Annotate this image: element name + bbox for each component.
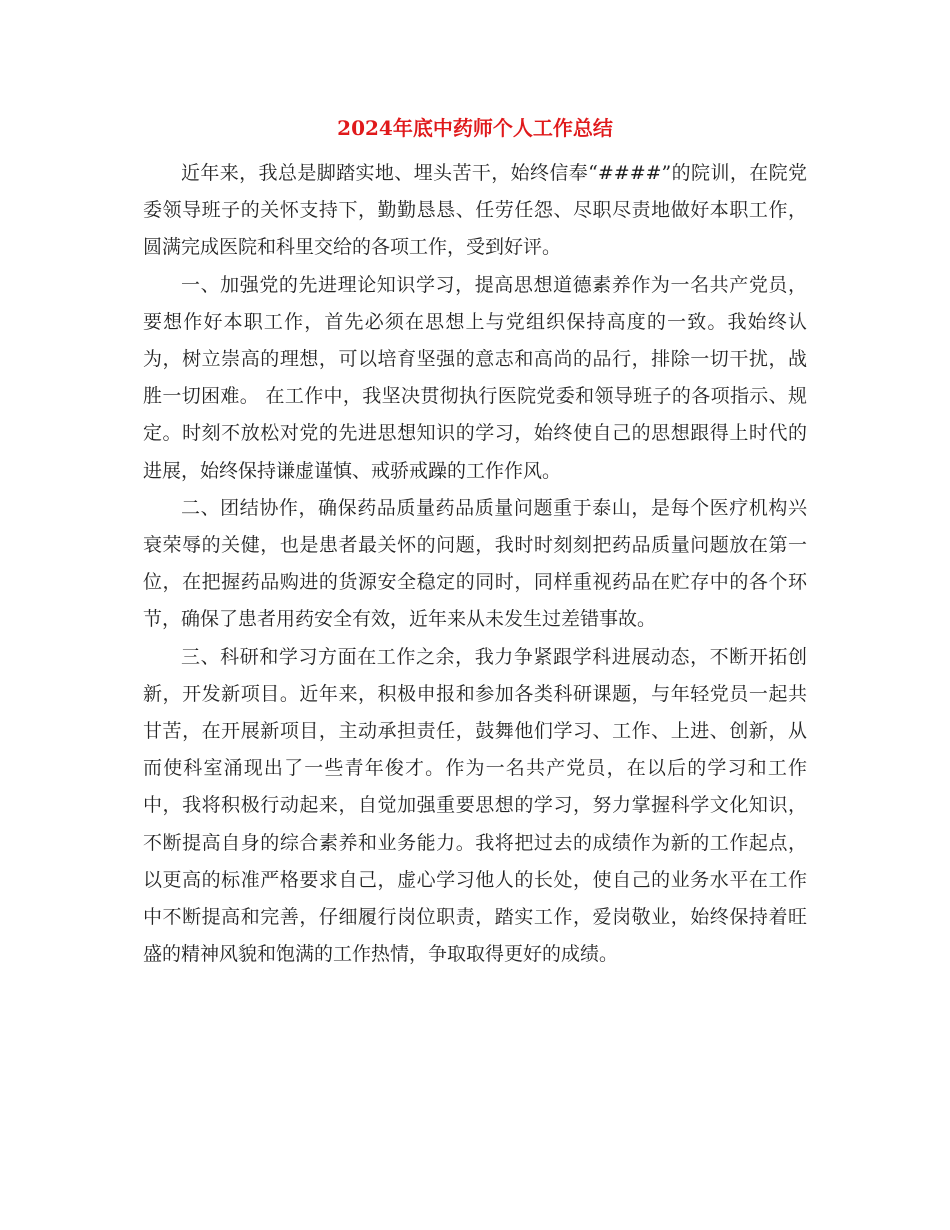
document-title: 2024年底中药师个人工作总结 [337, 116, 613, 140]
paragraph-section-2: 二、团结协作，确保药品质量药品质量问题重于泰山，是每个医疗机构兴衰荣辱的关健，也是患者最关怀的问题，我时时刻刻把药品质量问题放在第一位，在把握药品购进的货源安全稳定的同时，同样重视药品在贮存中的各个环节，确保了患者用药安全有效，近年来从未发生过差错事故。 [143, 496, 807, 631]
paragraph-section-3: 三、科研和学习方面在工作之余，我力争紧跟学科进展动态，不断开拓创新，开发新项目。近年来，积极申报和参加各类科研课题，与年轻党员一起共甘苦，在开展新项目，主动承担责任，鼓舞他们学习、工作、上进、创新，从而使科室涌现出了一些青年俊才。作为一名共产党员，在以后的学习和工作中，我将积极行动起来，自觉加强重要思想的学习，努力掌握科学文化知识，不断提高自身的综合素养和业务能力。我将把过去的成绩作为新的工作起点，以更高的标准严格要求自己，虚心学习他人的长处，使自己的业务水平在工作中不断提高和完善，仔细履行岗位职责，踏实工作，爱岗敬业，始终保持着旺盛的精神风貌和饱满的工作热情，争取取得更好的成绩。 [143, 645, 807, 966]
document-body [143, 155, 807, 973]
paragraph-intro: 近年来，我总是脚踏实地、埋头苦干，始终信奉“####”的院训，在院党委领导班子的关怀支持下，勤勤恳恳、任劳任怨、尽职尽责地做好本职工作，圆满完成医院和科里交给的各项工作，受到好评。 [143, 162, 807, 259]
paragraph-section-1: 一、加强党的先进理论知识学习，提高思想道德素养作为一名共产党员，要想作好本职工作，首先必须在思想上与党组织保持高度的一致。我始终认为，树立崇高的理想，可以培育坚强的意志和高尚的品行，排除一切干扰，战胜一切困难。 在工作中，我坚决贯彻执行医院党委和领导班子的各项指示、规定。时刻不放松对党的先进思想知识的学习，始终使自己的思想跟得上时代的进展，始终保持谦虚谨慎、戒骄戒躁的工作作风。 [143, 273, 807, 482]
